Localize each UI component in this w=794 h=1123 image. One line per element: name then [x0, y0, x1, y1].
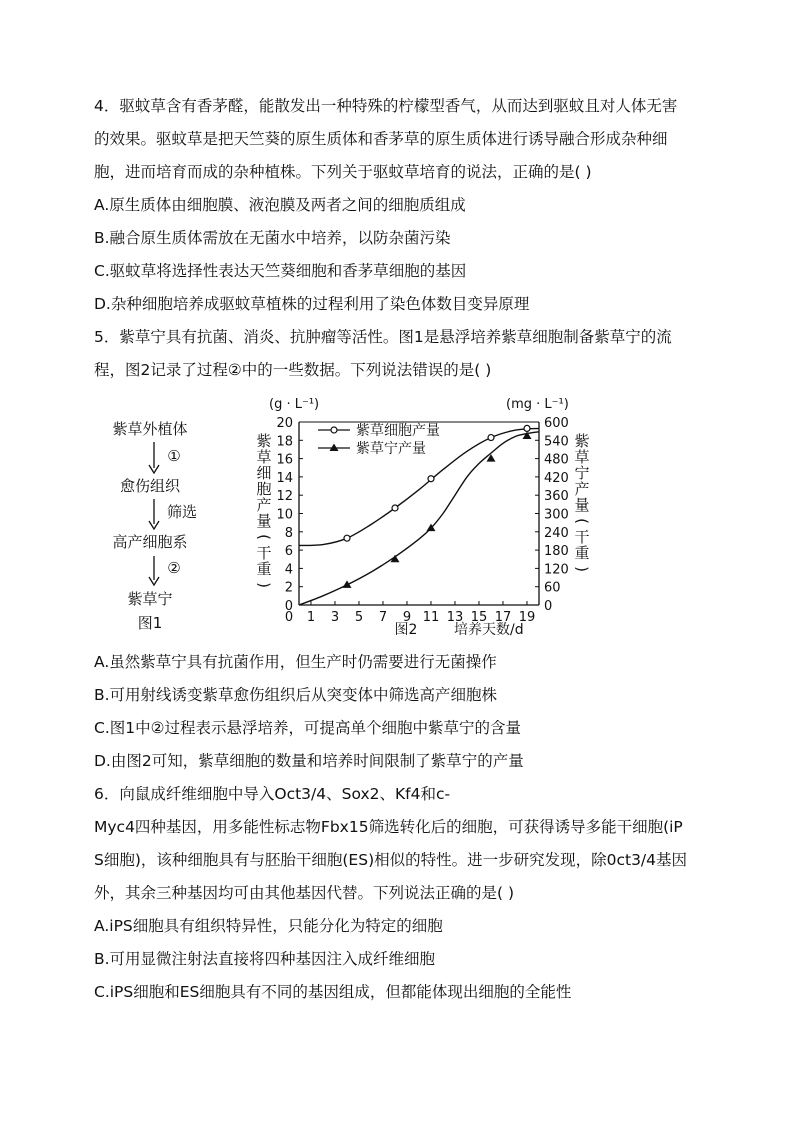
x-tick-label: 11	[422, 610, 440, 625]
left-axis-label-char: 细	[256, 464, 272, 482]
q6-option-c: C.iPS细胞和ES细胞具有不同的基因组成，但都能体现出细胞的全能性	[94, 983, 572, 1001]
q5-option-b: B.可用射线诱变紫草愈伤组织后从突变体中筛选高产细胞株	[94, 686, 498, 704]
right-tick-label: 540	[544, 434, 569, 450]
legend-marker-cells	[331, 427, 337, 433]
right-tick-label: 600	[544, 416, 569, 431]
left-tick-label: 10	[276, 507, 293, 523]
right-axis-label-char: 草	[574, 448, 590, 466]
right-axis-label-char: (	[573, 518, 591, 524]
legend-label-shikonin: 紫草宁产量	[356, 441, 426, 457]
chart-legend	[318, 422, 440, 457]
flow-step-shikonin: 紫草宁	[127, 590, 173, 608]
flow-arrow-2-label: 筛选	[166, 503, 198, 521]
left-tick-label: 16	[276, 452, 293, 468]
figure-1-flow	[112, 420, 197, 632]
right-axis-label	[573, 432, 591, 572]
q4-option-c: C.驱蚊草将选择性表达天竺葵细胞和香茅草细胞的基因	[94, 262, 467, 280]
q6-option-a: A.iPS细胞具有组织特异性，只能分化为特定的细胞	[94, 917, 443, 935]
x-origin-label: 0	[284, 610, 294, 625]
right-axis-ticks	[535, 416, 569, 614]
left-axis-label	[255, 432, 273, 588]
series-point-shikonin	[343, 580, 352, 588]
right-tick-label: 120	[544, 562, 569, 578]
series-point-cells	[488, 435, 494, 441]
left-tick-label: 4	[284, 562, 293, 578]
x-tick-label: 15	[470, 610, 488, 625]
left-axis-label-char: 紫	[256, 432, 272, 450]
x-tick-label: 5	[354, 610, 364, 625]
x-axis-label: 培养天数/d	[454, 622, 524, 638]
q6-option-b: B.可用显微注射法直接将四种基因注入成纤维细胞	[94, 950, 436, 968]
legend-marker-shikonin	[330, 444, 339, 452]
x-tick-label: 17	[494, 610, 512, 625]
left-axis-label-char: (	[255, 534, 273, 540]
flow-arrow-1-label: ①	[167, 447, 181, 465]
q6-stem-line-4: 外，其余三种基因均可由其他基因代替。下列说法正确的是( )	[94, 884, 515, 902]
series-point-cells	[428, 476, 434, 482]
q4-option-b: B.融合原生质体需放在无菌水中培养，以防杂菌污染	[94, 229, 451, 247]
left-tick-label: 8	[284, 525, 293, 541]
figure-2-chart	[255, 397, 591, 638]
q6-stem-line-2: Myc4四种基因，用多能性标志物Fbx15筛选转化后的细胞，可获得诱导多能干细胞(iP	[94, 818, 683, 836]
q5-option-a: A.虽然紫草宁具有抗菌作用，但生产时仍需要进行无菌操作	[94, 653, 497, 671]
series-point-cells	[524, 425, 530, 431]
right-tick-label: 300	[544, 507, 569, 523]
left-axis-label-char: 干	[256, 544, 272, 562]
left-axis-label-char: 胞	[256, 480, 272, 498]
x-tick-label: 1	[306, 610, 316, 625]
right-tick-label: 420	[544, 470, 569, 486]
left-axis-label-char: )	[255, 582, 273, 588]
q6-stem-line-3: S细胞)，该种细胞具有与胚胎干细胞(ES)相似的特性。进一步研究发现，除0ct3/4基因	[94, 851, 688, 869]
right-axis-label-char: )	[573, 566, 591, 572]
left-axis-label-char: 草	[256, 448, 272, 466]
q5-stem-line-1: 5．紫草宁具有抗菌、消炎、抗肿瘤等活性。图1是悬浮培养紫草细胞制备紫草宁的流	[94, 328, 672, 346]
right-axis-label-char: 重	[574, 544, 590, 562]
left-tick-label: 12	[276, 489, 293, 505]
right-axis-label-char: 产	[574, 480, 590, 498]
q6-stem-line-1: 6．向鼠成纤维细胞中导入Oct3/4、Sox2、Kf4和c-	[94, 785, 451, 803]
q4-stem-line-3: 胞，进而培育而成的杂种植株。下列关于驱蚊草培育的说法，正确的是( )	[94, 163, 592, 181]
left-tick-label: 18	[276, 434, 293, 450]
series-line-1	[299, 432, 539, 605]
right-tick-label: 240	[544, 525, 569, 541]
q5-option-d: D.由图2可知，紫草细胞的数量和培养时间限制了紫草宁的产量	[94, 752, 524, 770]
right-tick-label: 360	[544, 489, 569, 505]
left-tick-label: 6	[284, 544, 293, 560]
q5-figure	[94, 388, 704, 646]
left-tick-label: 0	[284, 599, 293, 614]
figure-1-caption: 图1	[137, 614, 163, 632]
left-tick-label: 20	[276, 416, 293, 431]
left-axis-label-char: 产	[256, 496, 272, 514]
legend-label-cells: 紫草细胞产量	[356, 423, 440, 439]
q4-stem-line-1: 4．驱蚊草含有香茅醛，能散发出一种特殊的柠檬型香气，从而达到驱蚊且对人体无害	[94, 97, 678, 115]
right-axis-label-char: 量	[574, 496, 590, 514]
q5-stem-line-2: 程，图2记录了过程②中的一些数据。下列说法错误的是( )	[94, 361, 492, 379]
x-tick-label: 3	[330, 610, 340, 625]
left-axis-label-char: 重	[256, 560, 272, 578]
right-tick-label: 60	[544, 580, 561, 596]
x-tick-label: 13	[446, 610, 464, 625]
left-axis-label-char: 量	[256, 512, 272, 530]
figure-2-caption: 图2	[394, 622, 418, 638]
left-axis-unit: (g · L⁻¹)	[269, 397, 320, 412]
right-axis-label-char: 紫	[574, 432, 590, 450]
flow-arrow-3-label: ②	[167, 559, 181, 577]
series-point-cells	[392, 505, 398, 511]
q4-option-a: A.原生质体由细胞膜、液泡膜及两者之间的细胞质组成	[94, 196, 466, 214]
left-tick-label: 14	[276, 470, 293, 486]
x-tick-label: 7	[378, 610, 388, 625]
right-axis-label-char: 宁	[574, 464, 590, 482]
right-axis-unit: (mg · L⁻¹)	[506, 397, 569, 412]
flow-step-explant: 紫草外植体	[112, 420, 188, 438]
x-tick-label: 19	[518, 610, 536, 625]
x-tick-label: 9	[402, 610, 412, 625]
right-tick-label: 180	[544, 544, 569, 560]
flow-step-callus: 愈伤组织	[119, 477, 181, 495]
q4-option-d: D.杂种细胞培养成驱蚊草植株的过程利用了染色体数目变异原理	[94, 295, 530, 313]
q5-option-c: C.图1中②过程表示悬浮培养，可提高单个细胞中紫草宁的含量	[94, 719, 522, 737]
right-tick-label: 480	[544, 452, 569, 468]
left-tick-label: 2	[284, 580, 293, 596]
right-tick-label: 0	[544, 599, 553, 614]
q5-figure-svg	[94, 388, 704, 646]
right-axis-label-char: 干	[574, 528, 590, 546]
series-point-cells	[344, 535, 350, 541]
q4-stem-line-2: 的效果。驱蚊草是把天竺葵的原生质体和香茅草的原生质体进行诱导融合形成杂种细	[94, 130, 668, 148]
flow-step-high-yield-line: 高产细胞系	[112, 533, 188, 551]
